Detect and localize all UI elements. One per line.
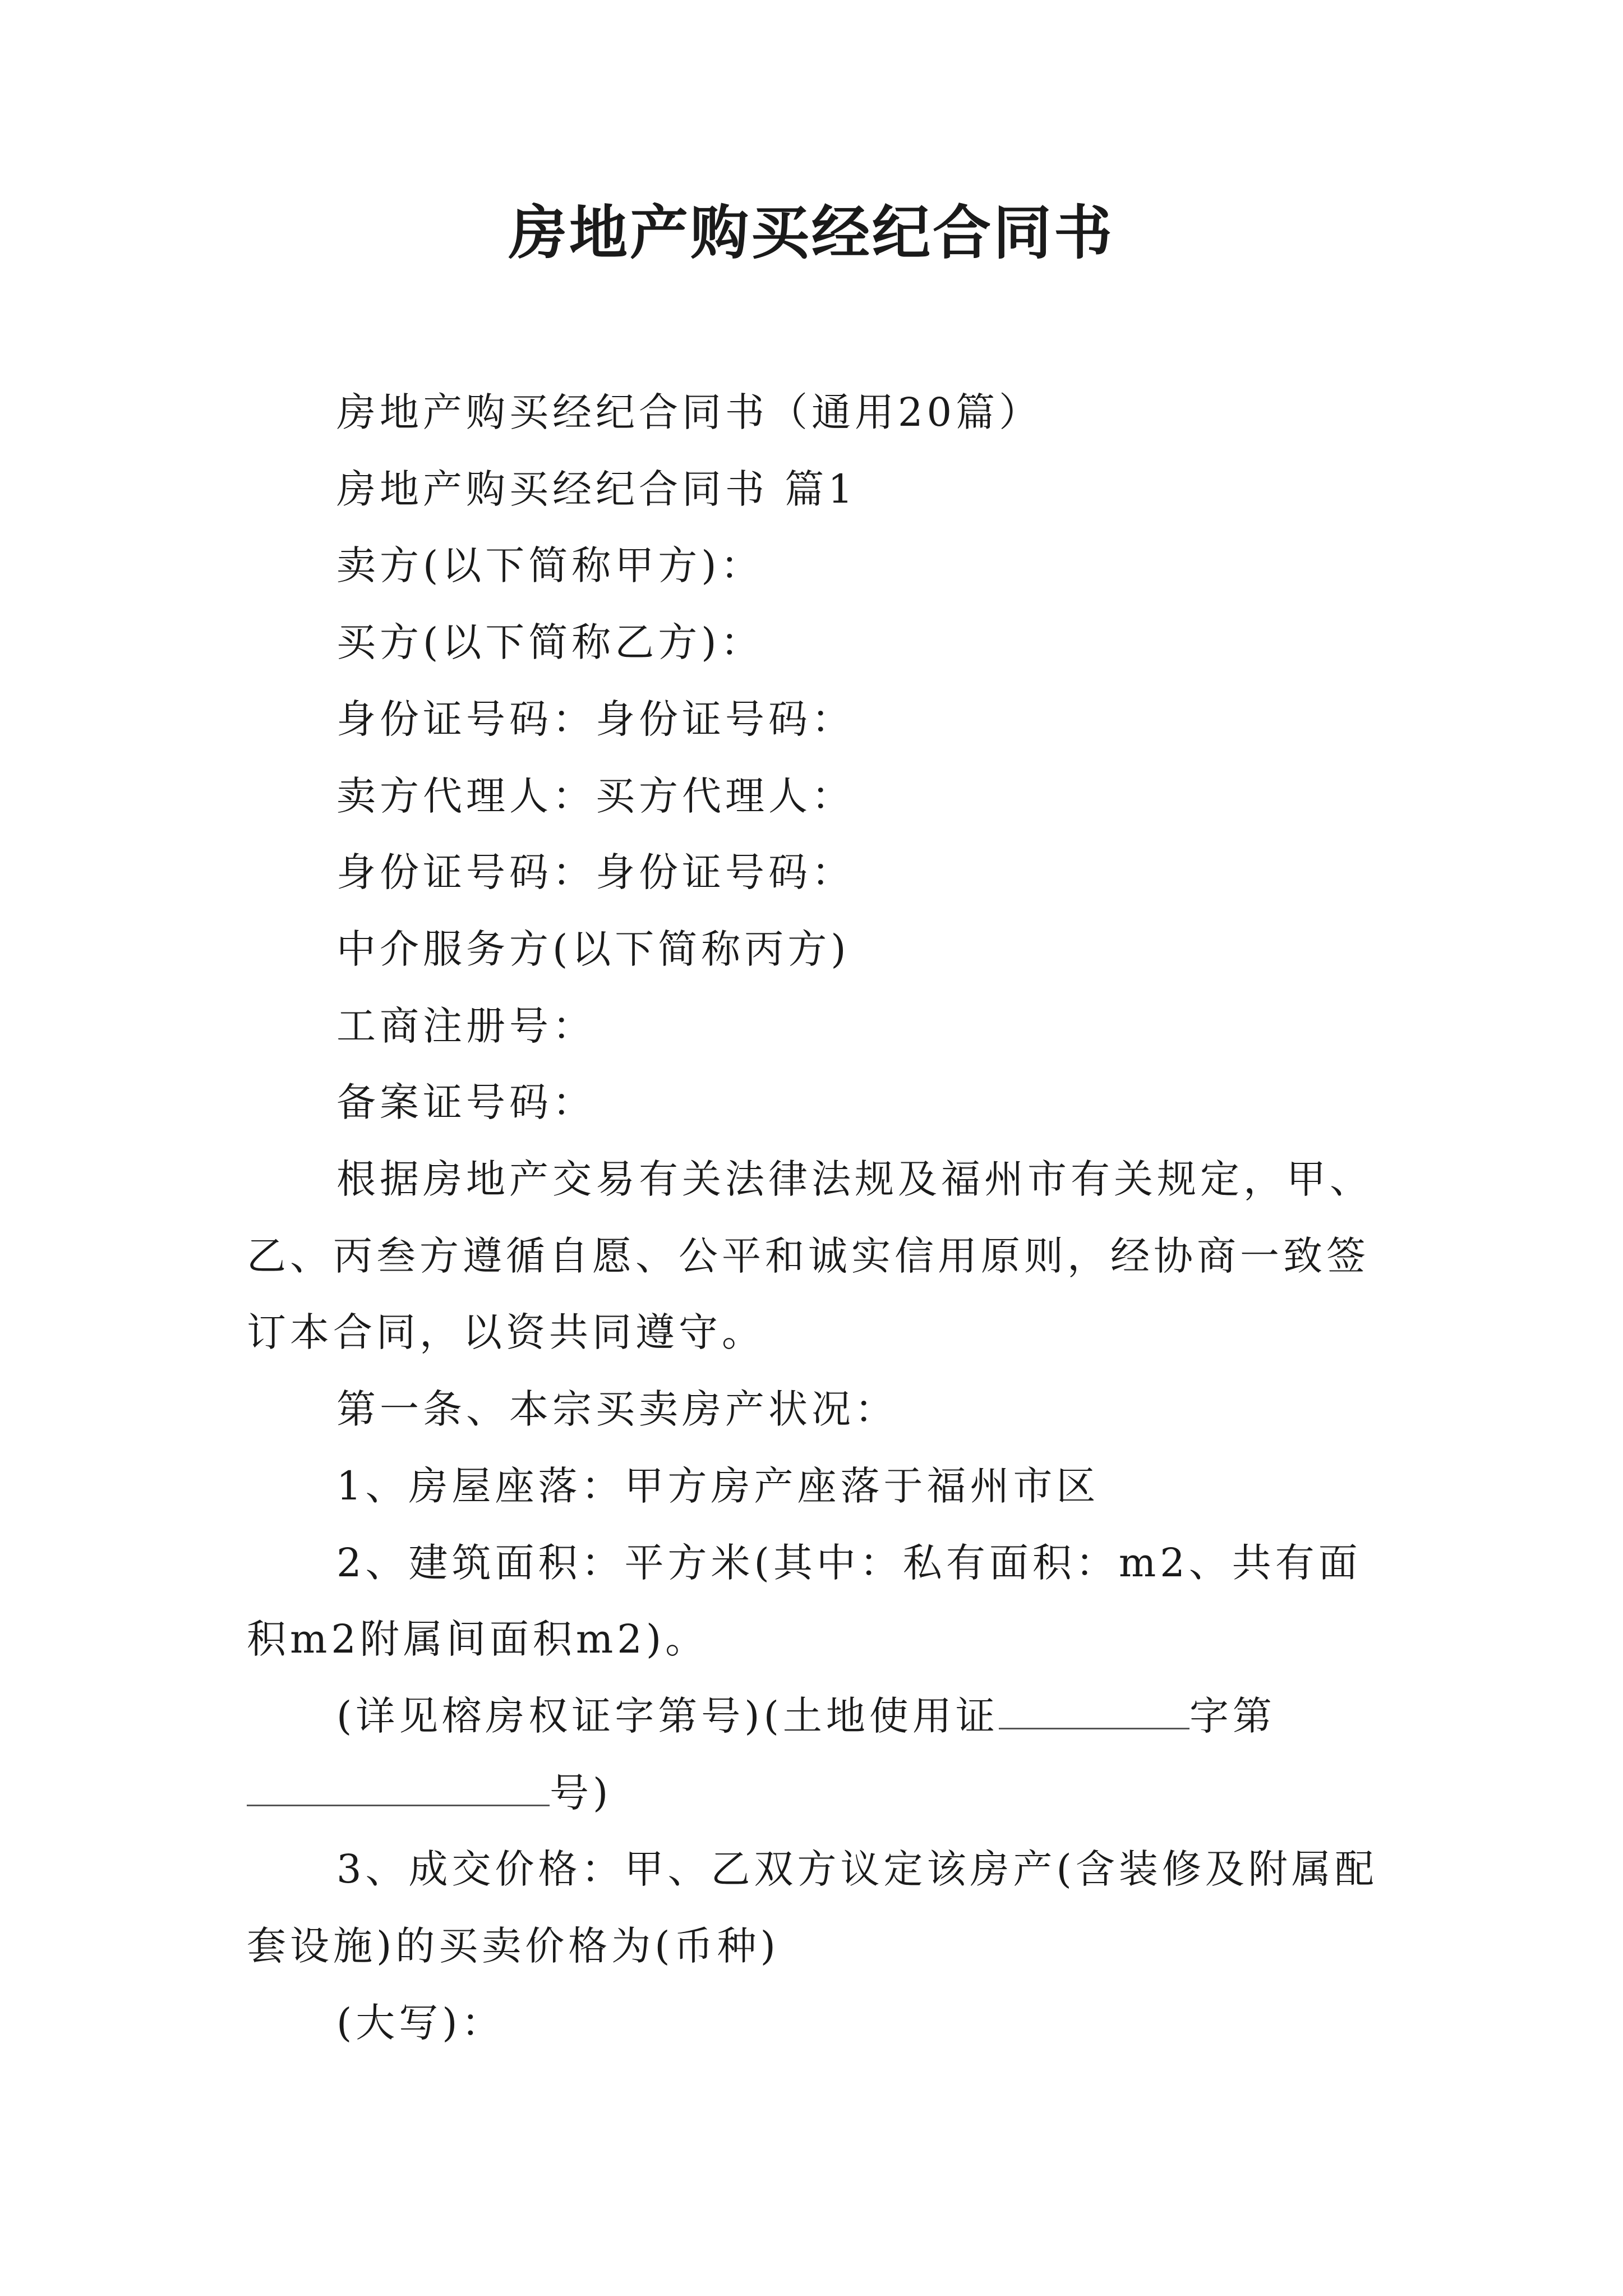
paragraph-business-registration: 工商注册号：	[336, 1002, 596, 1049]
paragraph-filing-number: 备案证号码：	[336, 1079, 596, 1126]
paragraph-subtitle: 房地产购买经纪合同书（通用20篇）	[336, 389, 1043, 435]
paragraph-intermediary: 中介服务方(以下简称丙方)	[336, 926, 850, 972]
land-certificate-blank-1	[999, 1693, 1189, 1729]
document-body	[247, 374, 1391, 2061]
land-certificate-text-2: 字第	[1189, 1692, 1276, 1739]
paragraph-transaction-price: 3、成交价格：甲、乙双方议定该房产(含装修及附属配套设施)的买卖价格为(币种)	[247, 1846, 1378, 1970]
land-certificate-blank-2	[247, 1770, 550, 1806]
paragraph-id-numbers: 身份证号码：身份证号码：	[336, 696, 855, 742]
paragraph-land-certificate	[247, 1678, 1391, 1831]
land-certificate-text-3: 号)	[550, 1769, 612, 1816]
paragraph-amount-in-words: (大写)：	[336, 1999, 505, 2046]
paragraph-seller: 卖方(以下简称甲方)：	[336, 542, 764, 589]
paragraph-preamble: 根据房地产交易有关法律法规及福州市有关规定，甲、乙、丙叁方遵循自愿、公平和诚实信用原则，经协商一致签订本合同，以资共同遵守。	[247, 1156, 1373, 1356]
document-title: 房地产购买经纪合同书	[508, 199, 1114, 267]
paragraph-floor-area: 2、建筑面积：平方米(其中：私有面积：m2、共有面积m2附属间面积m2)。	[247, 1539, 1362, 1663]
paragraph-agent-id-numbers: 身份证号码：身份证号码：	[336, 849, 855, 896]
land-certificate-text-1: (详见榕房权证字第号)(土地使用证	[336, 1692, 999, 1739]
paragraph-chapter-heading: 房地产购买经纪合同书 篇1	[336, 466, 857, 512]
paragraph-agents: 卖方代理人：买方代理人：	[336, 772, 855, 819]
paragraph-location: 1、房屋座落：甲方房产座落于福州市区	[336, 1462, 1100, 1509]
paragraph-article-one: 第一条、本宗买卖房产状况：	[336, 1386, 898, 1433]
paragraph-buyer: 买方(以下简称乙方)：	[336, 619, 764, 666]
